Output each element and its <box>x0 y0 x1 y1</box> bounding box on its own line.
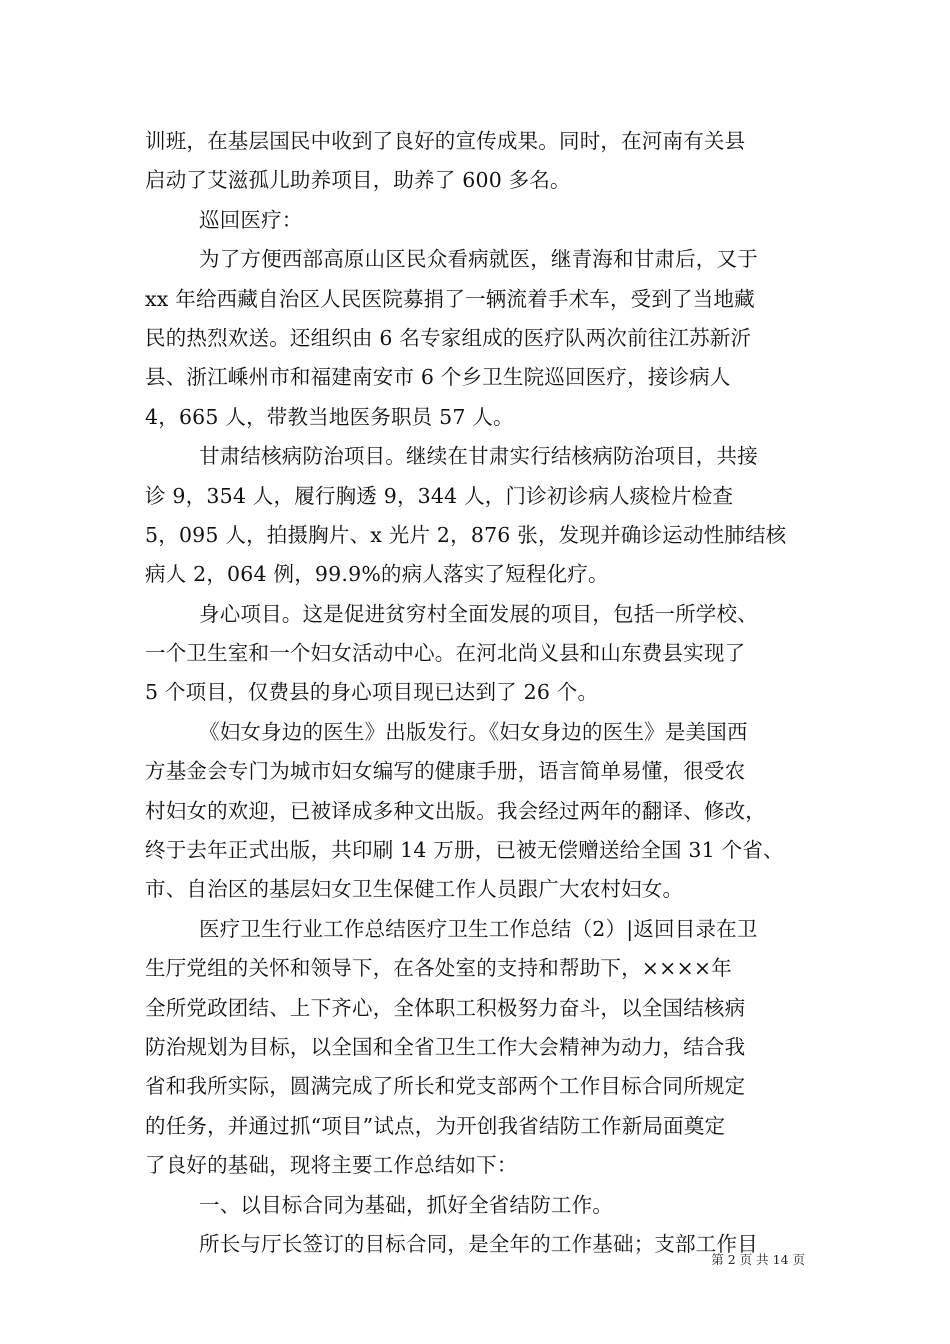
text-line: 甘肃结核病防治项目。继续在甘肃实行结核病防治项目，共接 <box>199 444 758 469</box>
text-line: 诊 9，354 人，履行胸透 9，344 人，门诊初诊病人痰检片检查 <box>145 483 734 508</box>
text-line: 方基金会专门为城市妇女编写的健康手册，语言简单易懂，很受农 <box>145 759 746 784</box>
text-line: 医疗卫生行业工作总结医疗卫生工作总结（2）|返回目录在卫 <box>199 916 758 941</box>
text-line: 为了方便西部高原山区民众看病就医，继青海和甘肃后，又于 <box>199 247 758 272</box>
text-line: 省和我所实际，圆满完成了所长和党支部两个工作目标合同所规定 <box>145 1074 746 1099</box>
text-line: 启动了艾滋孤儿助养项目，助养了 600 多名。 <box>145 168 571 193</box>
text-line: 村妇女的欢迎，已被译成多种文出版。我会经过两年的翻译、修改， <box>145 798 766 823</box>
text-line: 一个卫生室和一个妇女活动中心。在河北尚义县和山东费县实现了 <box>145 641 746 666</box>
text-line: 县、浙江嵊州市和福建南安市 6 个乡卫生院巡回医疗，接诊病人 <box>145 365 731 390</box>
text-line: 训班，在基层国民中收到了良好的宣传成果。同时，在河南有关县 <box>145 129 746 153</box>
text-line: 民的热烈欢送。还组织由 6 名专家组成的医疗队两次前往江苏新沂 <box>145 325 752 350</box>
text-line: 《妇女身边的医生》出版发行。《妇女身边的医生》是美国西 <box>199 719 748 744</box>
text-line: 生厅党组的关怀和领导下，在各处室的支持和帮助下，××××年 <box>145 956 733 981</box>
document-body <box>145 122 815 1264</box>
text-line: 所长与厅长签订的目标合同，是全年的工作基础；支部工作目 <box>199 1231 758 1256</box>
text-line: 4，665 人，带教当地医务职员 57 人。 <box>145 404 514 429</box>
text-line: 5，095 人，拍摄胸片、x 光片 2，876 张，发现并确诊运动性肺结核 <box>145 522 787 547</box>
text-line: 巡回医疗： <box>199 207 303 232</box>
text-line: xx 年给西藏自治区人民医院募捐了一辆流着手术车，受到了当地藏 <box>145 286 755 311</box>
text-line: 全所党政团结、上下齐心，全体职工积极努力奋斗，以全国结核病 <box>145 995 746 1020</box>
text-line: 了良好的基础，现将主要工作总结如下： <box>145 1153 518 1178</box>
page-number: 第 2 页 共 14 页 <box>711 1252 805 1267</box>
text-line: 5 个项目，仅费县的身心项目现已达到了 26 个。 <box>145 680 599 705</box>
text-line: 终于去年正式出版，共印刷 14 万册，已被无偿赠送给全国 31 个省、 <box>145 838 784 863</box>
text-line: 防治规划为目标，以全国和全省卫生工作大会精神为动力，结合我 <box>145 1034 746 1059</box>
text-line: 一、以目标合同为基础，抓好全省结防工作。 <box>199 1192 613 1217</box>
text-line: 病人 2，064 例，99.9%的病人落实了短程化疗。 <box>145 562 609 587</box>
text-line: 的任务，并通过抓“项目”试点，为开创我省结防工作新局面奠定 <box>145 1113 726 1138</box>
text-line: 市、自治区的基层妇女卫生保健工作人员跟广大农村妇女。 <box>145 877 684 902</box>
text-line: 身心项目。这是促进贫穷村全面发展的项目，包括一所学校、 <box>199 601 758 626</box>
